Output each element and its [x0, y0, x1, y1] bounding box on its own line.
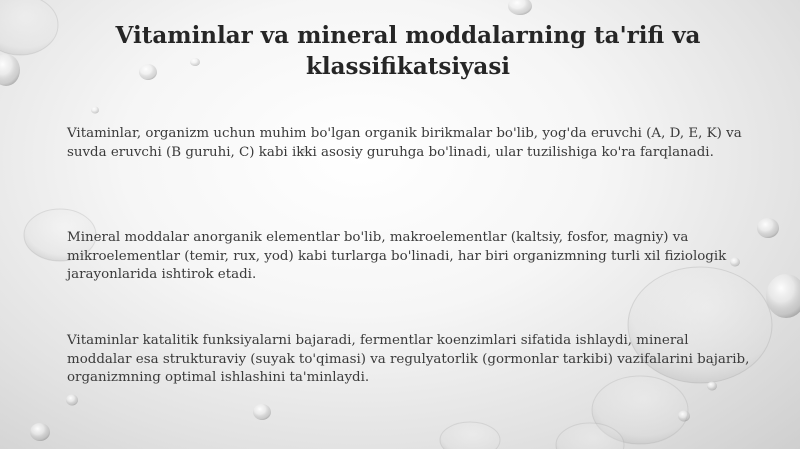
- paragraph-vitamins-definition: Vitaminlar, organizm uchun muhim bo'lgan organik birikmalar bo'lib, yog'da eruvchi (A, D, E, K) va suvda eruvchi (B guruhi, C) kabi ikki asosiy guruhga bo'linadi, ular tuzilishiga ko'ra farqlanadi.: [67, 126, 742, 160]
- paragraph-functions: Vitaminlar katalitik funksiyalarni bajaradi, fermentlar koenzimlari sifatida ishlaydi, mineral moddalar esa strukturaviy (suyak to'qimasi) va regulyatorlik (gormonlar tarkibi) vazifalarini bajarib, organizmning optimal ishlashini ta'minlaydi.: [67, 333, 750, 385]
- slide-title: Vitaminlar va mineral moddalarning ta'rifi va klassifikatsiyasi: [115, 22, 701, 80]
- paragraph-minerals-definition: Mineral moddalar anorganik elementlar bo'lib, makroelementlar (kaltsiy, fosfor, magniy) va mikroelementlar (temir, rux, yod) kabi turlarga bo'linadi, har biri organizmning turli xil fiziologik jarayonlarida ishtirok etadi.: [67, 230, 727, 282]
